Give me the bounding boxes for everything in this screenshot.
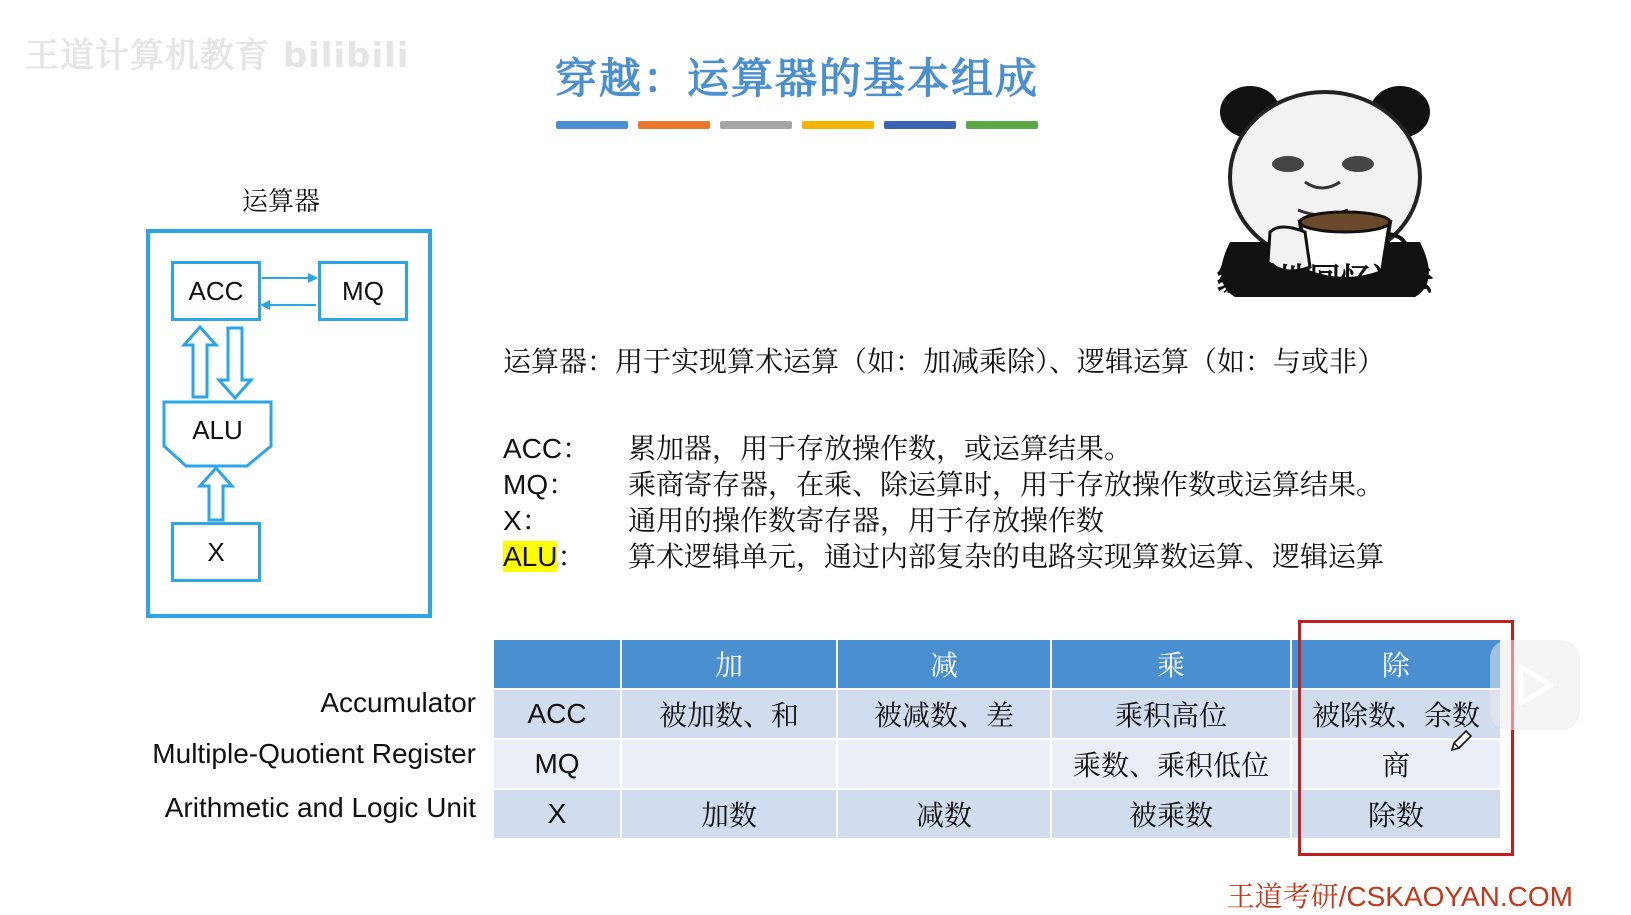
diagram-label: 运算器 (242, 187, 321, 217)
cell: 减数 (837, 789, 1051, 839)
cell: 加数 (621, 789, 837, 839)
row-mq-name: MQ (493, 739, 621, 789)
row-label-accumulator: Accumulator (320, 687, 476, 718)
term-alu-desc: 算术逻辑单元，通过内部复杂的电路实现算数运算、逻辑运算 (628, 540, 1385, 573)
pen-cursor-icon (1448, 728, 1474, 754)
cell: 被加数、和 (621, 689, 837, 739)
term-x-desc: 通用的操作数寄存器，用于存放操作数 (628, 504, 1105, 537)
acc-to-mq-arrowhead (308, 273, 318, 283)
mq-to-acc-arrowhead (260, 300, 270, 310)
alu-label: ALU (192, 414, 243, 445)
cell: 商 (1291, 739, 1501, 789)
header-sub: 减 (837, 639, 1051, 689)
header-blank (493, 639, 621, 689)
term-mq-desc: 乘商寄存器，在乘、除运算时，用于存放操作数或运算结果。 (628, 468, 1385, 501)
cell: 被除数、余数 (1291, 689, 1501, 739)
alu-to-acc-arrow (184, 327, 216, 397)
cell: 被乘数 (1051, 789, 1291, 839)
meme-caption: 缓缓地回忆过去 (1216, 262, 1434, 298)
term-x: X： (503, 505, 550, 536)
cell (621, 739, 837, 789)
x-to-alu-arrow (200, 468, 232, 520)
row-label-mq: Multiple-Quotient Register (152, 738, 476, 769)
row-label-alu: Arithmetic and Logic Unit (164, 792, 476, 823)
cell: 除数 (1291, 789, 1501, 839)
term-alu-highlight: ALU (503, 541, 558, 572)
header-add: 加 (621, 639, 837, 689)
header-mul: 乘 (1051, 639, 1291, 689)
slide-title: 穿越：运算器的基本组成 (555, 54, 1040, 103)
term-mq: MQ： (503, 469, 577, 500)
cell: 被减数、差 (837, 689, 1051, 739)
division-column-highlight (1298, 620, 1514, 856)
footer-brand: 王道考研/CSKAOYAN.COM (1226, 881, 1573, 912)
cell: 乘数、乘积低位 (1051, 739, 1291, 789)
row-x-name: X (493, 789, 621, 839)
term-alu: ALU： (503, 541, 586, 572)
play-button[interactable] (1490, 640, 1580, 730)
alu-definition: 运算器：用于实现算术运算（如：加减乘除）、逻辑运算（如：与或非） (503, 345, 1386, 378)
acc-register: ACC (171, 261, 261, 321)
term-acc: ACC： (503, 433, 591, 464)
cell (837, 739, 1051, 789)
acc-to-alu-arrow (219, 328, 251, 398)
cell: 乘积高位 (1051, 689, 1291, 739)
header-div: 除 (1291, 639, 1501, 689)
x-register: X (171, 522, 261, 582)
mq-register: MQ (318, 261, 408, 321)
watermark: 王道计算机教育 bilibili (25, 36, 410, 76)
term-acc-desc: 累加器，用于存放操作数，或运算结果。 (628, 432, 1133, 465)
row-acc-name: ACC (493, 689, 621, 739)
play-icon (1513, 661, 1557, 709)
